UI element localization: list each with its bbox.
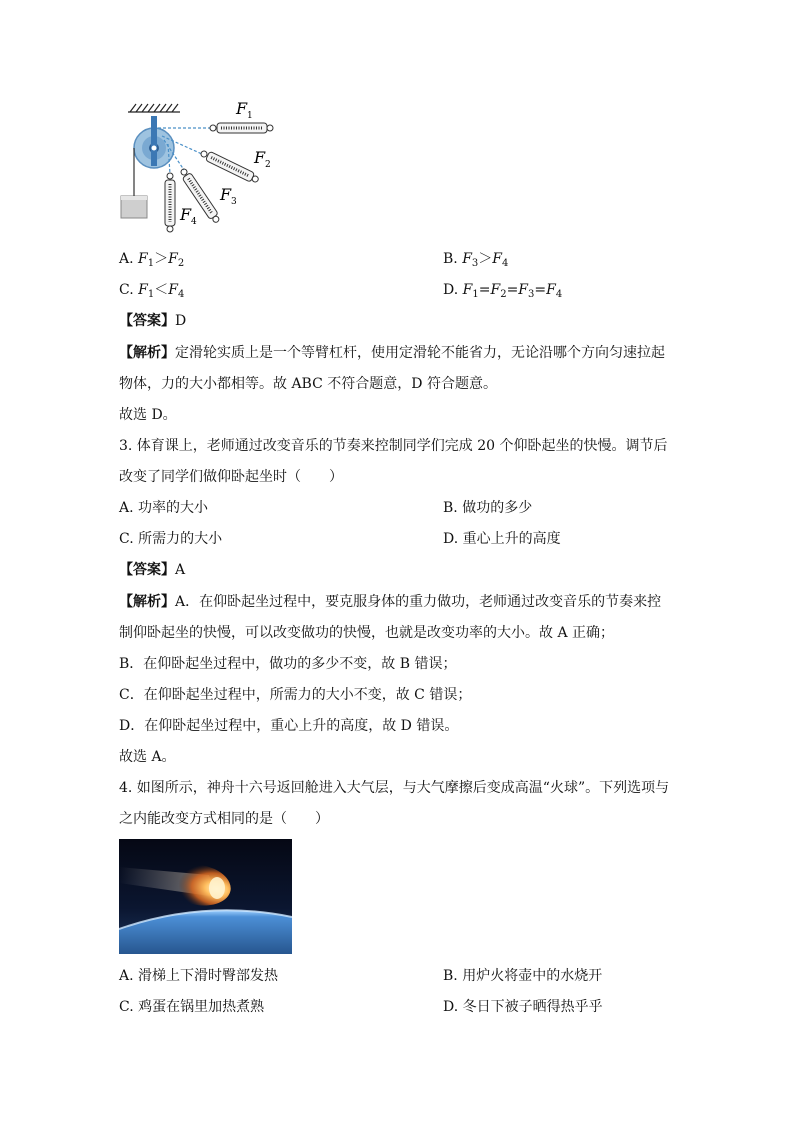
svg-text:1: 1	[247, 111, 253, 121]
q3-option-a: A. 功率的大小	[119, 500, 209, 516]
q4-stem-line2: 之内能改变方式相同的是（ ）	[119, 811, 329, 827]
svg-text:4: 4	[191, 217, 197, 227]
q4-option-d: D. 冬日下被子晒得热乎乎	[443, 999, 603, 1015]
svg-text:3: 3	[231, 197, 237, 207]
label-f3: F	[220, 185, 232, 204]
q3-option-c: C. 所需力的大小	[119, 531, 223, 547]
q2-conclusion: 故选 D。	[119, 407, 177, 423]
ceiling-hatch	[128, 104, 180, 112]
q2-analysis-line2: 物体，力的大小都相等。故 ABC 不符合题意，D 符合题意。	[119, 376, 497, 392]
q3-analysis-line3: B．在仰卧起坐过程中，做功的多少不变，故 B 错误；	[119, 656, 457, 672]
q3-answer: 【答案】A	[119, 562, 186, 578]
spring-scale-f2	[199, 148, 260, 185]
fireball-capsule-image	[119, 839, 292, 954]
q2-analysis-line1: 【解析】定滑轮实质上是一个等臂杠杆，使用定滑轮不能省力，无论沿哪个方向匀速拉起	[119, 345, 665, 361]
label-f2: F	[254, 148, 266, 167]
q2-option-d: D. $F_1=F_2=F_3=F_4$	[443, 282, 563, 300]
q3-analysis-line2: 制仰卧起坐的快慢，可以改变做功的快慢，也就是改变功率的大小。故 A 正确；	[119, 625, 615, 641]
svg-text:2: 2	[265, 160, 271, 170]
q2-answer: 【答案】D	[119, 313, 187, 329]
q4-option-a: A. 滑梯上下滑时臀部发热	[119, 968, 279, 984]
q3-stem-line2: 改变了同学们做仰卧起坐时（ ）	[119, 469, 343, 485]
label-f4: F	[180, 205, 192, 224]
q3-analysis-line4: C．在仰卧起坐过程中，所需力的大小不变，故 C 错误；	[119, 687, 472, 703]
spring-scale-f4	[165, 173, 175, 232]
q2-option-a: A. $F_1>F_2$	[119, 251, 185, 269]
pulley-figure	[118, 96, 280, 236]
q3-analysis-line1: 【解析】A．在仰卧起坐过程中，要克服身体的重力做功，老师通过改变音乐的节奏来控	[119, 594, 662, 610]
q2-option-b: B. $F_3>F_4$	[443, 251, 509, 269]
q4-stem-line1: 4. 如图所示，神舟十六号返回舱进入大气层，与大气摩擦后变成高温“火球”。下列选项与	[119, 780, 670, 796]
q3-conclusion: 故选 A。	[119, 749, 176, 765]
label-f1: F	[236, 99, 248, 118]
q3-option-d: D. 重心上升的高度	[443, 531, 561, 547]
q3-stem-line1: 3. 体育课上，老师通过改变音乐的节奏来控制同学们完成 20 个仰卧起坐的快慢。调节后	[119, 438, 668, 454]
pulley-wheel	[134, 116, 174, 168]
spring-scale-f1	[210, 123, 273, 133]
q2-option-c: C. $F_1<F_4$	[119, 282, 185, 300]
q4-option-b: B. 用炉火将壶中的水烧开	[443, 968, 603, 984]
weight-block	[121, 188, 147, 218]
q3-analysis-line5: D．在仰卧起坐过程中，重心上升的高度，故 D 错误。	[119, 718, 459, 734]
q4-option-c: C. 鸡蛋在锅里加热煮熟	[119, 999, 265, 1015]
q3-option-b: B. 做功的多少	[443, 500, 533, 516]
